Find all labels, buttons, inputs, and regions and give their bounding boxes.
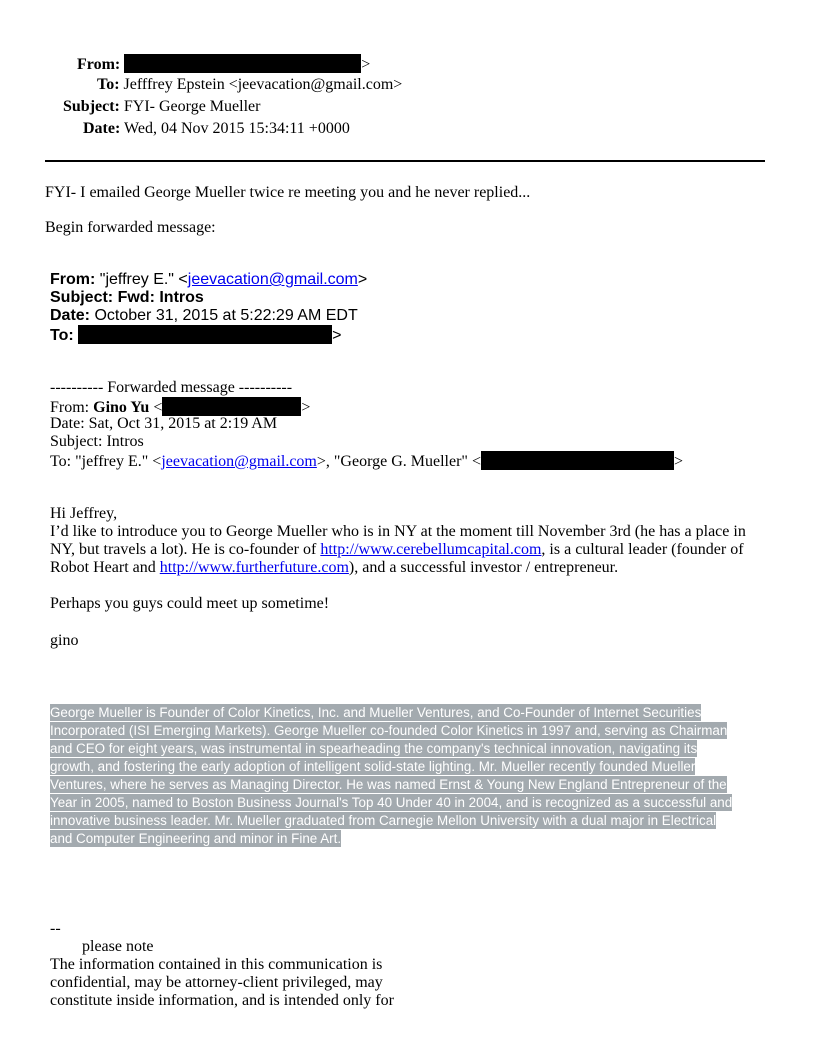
signature-dashes: -- — [50, 920, 61, 937]
fwd2-from — [50, 397, 310, 417]
header-to-label: To: — [97, 76, 120, 93]
fwd2-to-prefix: To: "jeffrey E." < — [50, 453, 162, 470]
redacted-mueller-email — [481, 451, 674, 470]
bio-line: and CEO for eight years, was instrumental in spearheading the company's technical innovation, navigating its — [50, 741, 698, 756]
bio-line: innovative business leader. Mr. Mueller graduated from Carnegie Mellon University with a dual major in Electrical — [50, 813, 717, 828]
header-subject-label: Subject: — [63, 98, 120, 115]
cerebellum-link[interactable]: http://www.cerebellumcapital.com — [320, 541, 542, 558]
fwd1-date-value: October 31, 2015 at 5:22:29 AM EDT — [94, 307, 358, 324]
message-line-2-a: NY, but travels a lot). He is co-founder of — [50, 541, 321, 558]
fwd2-from-open: < — [153, 399, 163, 416]
header-to — [97, 76, 402, 96]
header-from — [77, 54, 370, 74]
fwd1-date-label: Date: — [50, 307, 91, 324]
greeting: Hi Jeffrey, — [50, 505, 118, 522]
disclaimer-line: constitute inside information, and is intended only for — [50, 992, 394, 1009]
bio-block — [50, 704, 766, 848]
fwd2-to-email-link[interactable]: jeevacation@gmail.com — [161, 453, 317, 470]
fwd2-to — [50, 451, 683, 471]
fwd2-to-middle: >, "George G. Mueller" < — [316, 453, 481, 470]
message-line-3-a: Robot Heart and — [50, 559, 160, 576]
fwd2-date: Date: Sat, Oct 31, 2015 at 2:19 AM — [50, 415, 278, 432]
fwd1-to-close: > — [332, 327, 342, 344]
redacted-gino-email — [162, 397, 301, 416]
intro-text: FYI- I emailed George Mueller twice re meeting you and he never replied... — [45, 184, 531, 201]
fwd1-subject-value: Fwd: Intros — [117, 289, 204, 306]
message-line-3-b: ), and a successful investor / entrepreneur. — [348, 559, 619, 576]
fwd1-from-name: "jeffrey E." < — [99, 271, 188, 288]
header-date-label: Date: — [83, 120, 121, 137]
bio-line: Incorporated (ISI Emerging Markets). George Mueller co-founded Color Kinetics in 1997 and, serving as Chairman — [50, 723, 728, 738]
fwd2-from-close: > — [301, 399, 311, 416]
meetup-line: Perhaps you guys could meet up sometime! — [50, 595, 330, 612]
header-date-value: Wed, 04 Nov 2015 15:34:11 +0000 — [124, 120, 350, 137]
bio-line: Year in 2005, named to Boston Business Journal's Top 40 Under 40 in 2004, and is recognized as a successful and — [50, 795, 733, 810]
furtherfuture-link[interactable]: http://www.furtherfuture.com — [159, 559, 349, 576]
message-line-2-b: , is a cultural leader (founder of — [541, 541, 744, 558]
fwd1-from-label: From: — [50, 271, 96, 288]
header-divider — [45, 160, 765, 162]
redacted-recipient — [78, 325, 332, 344]
redacted-sender — [124, 54, 361, 73]
fwd2-to-close: > — [673, 453, 684, 470]
bio-line: Ventures, where he serves as Managing Director. He was named Ernst & Young New England Entrepreneur of the — [50, 777, 727, 792]
disclaimer-line: confidential, may be attorney-client privileged, may — [50, 974, 383, 991]
begin-forwarded: Begin forwarded message: — [45, 219, 216, 236]
fwd1-to — [50, 325, 341, 345]
bio-line: George Mueller is Founder of Color Kinetics, Inc. and Mueller Ventures, and Co-Founder of Internet Securities — [50, 705, 702, 720]
message-line-3 — [50, 559, 618, 577]
fwd1-from-close: > — [357, 271, 368, 288]
please-note: please note — [82, 938, 154, 955]
bio-line: and Computer Engineering and minor in Fine Art. — [50, 831, 342, 846]
fwd1-date — [50, 307, 358, 325]
fwd1-to-label: To: — [50, 327, 74, 344]
disclaimer — [50, 920, 410, 1010]
header-from-label: From: — [77, 56, 121, 73]
header-subject — [63, 98, 260, 118]
fwd1-from — [50, 271, 367, 289]
fwd2-from-name: Gino Yu — [93, 399, 150, 416]
fwd2-subject: Subject: Intros — [50, 433, 144, 450]
signoff: gino — [50, 632, 79, 649]
fwd2-separator: ---------- Forwarded message ---------- — [50, 379, 293, 396]
message-line-2 — [50, 541, 744, 559]
fwd1-subject-label: Subject: — [50, 289, 114, 306]
fwd1-subject — [50, 289, 204, 307]
fwd1-from-email-link[interactable]: jeevacation@gmail.com — [187, 271, 358, 288]
header-date — [83, 120, 350, 140]
header-from-close: > — [361, 56, 371, 73]
disclaimer-line: The information contained in this communication is — [50, 956, 383, 973]
fwd2-from-label: From: — [50, 399, 90, 416]
message-line-1: I’d like to introduce you to George Mueller who is in NY at the moment till November 3rd (he has a place in — [50, 523, 746, 540]
bio-line: growth, and fostering the early adoption of intelligent solid-state lighting. Mr. Mueller recently founded Mueller — [50, 759, 696, 774]
header-subject-value: FYI- George Mueller — [123, 98, 261, 115]
header-to-value: Jefffrey Epstein <jeevacation@gmail.com> — [123, 76, 403, 93]
